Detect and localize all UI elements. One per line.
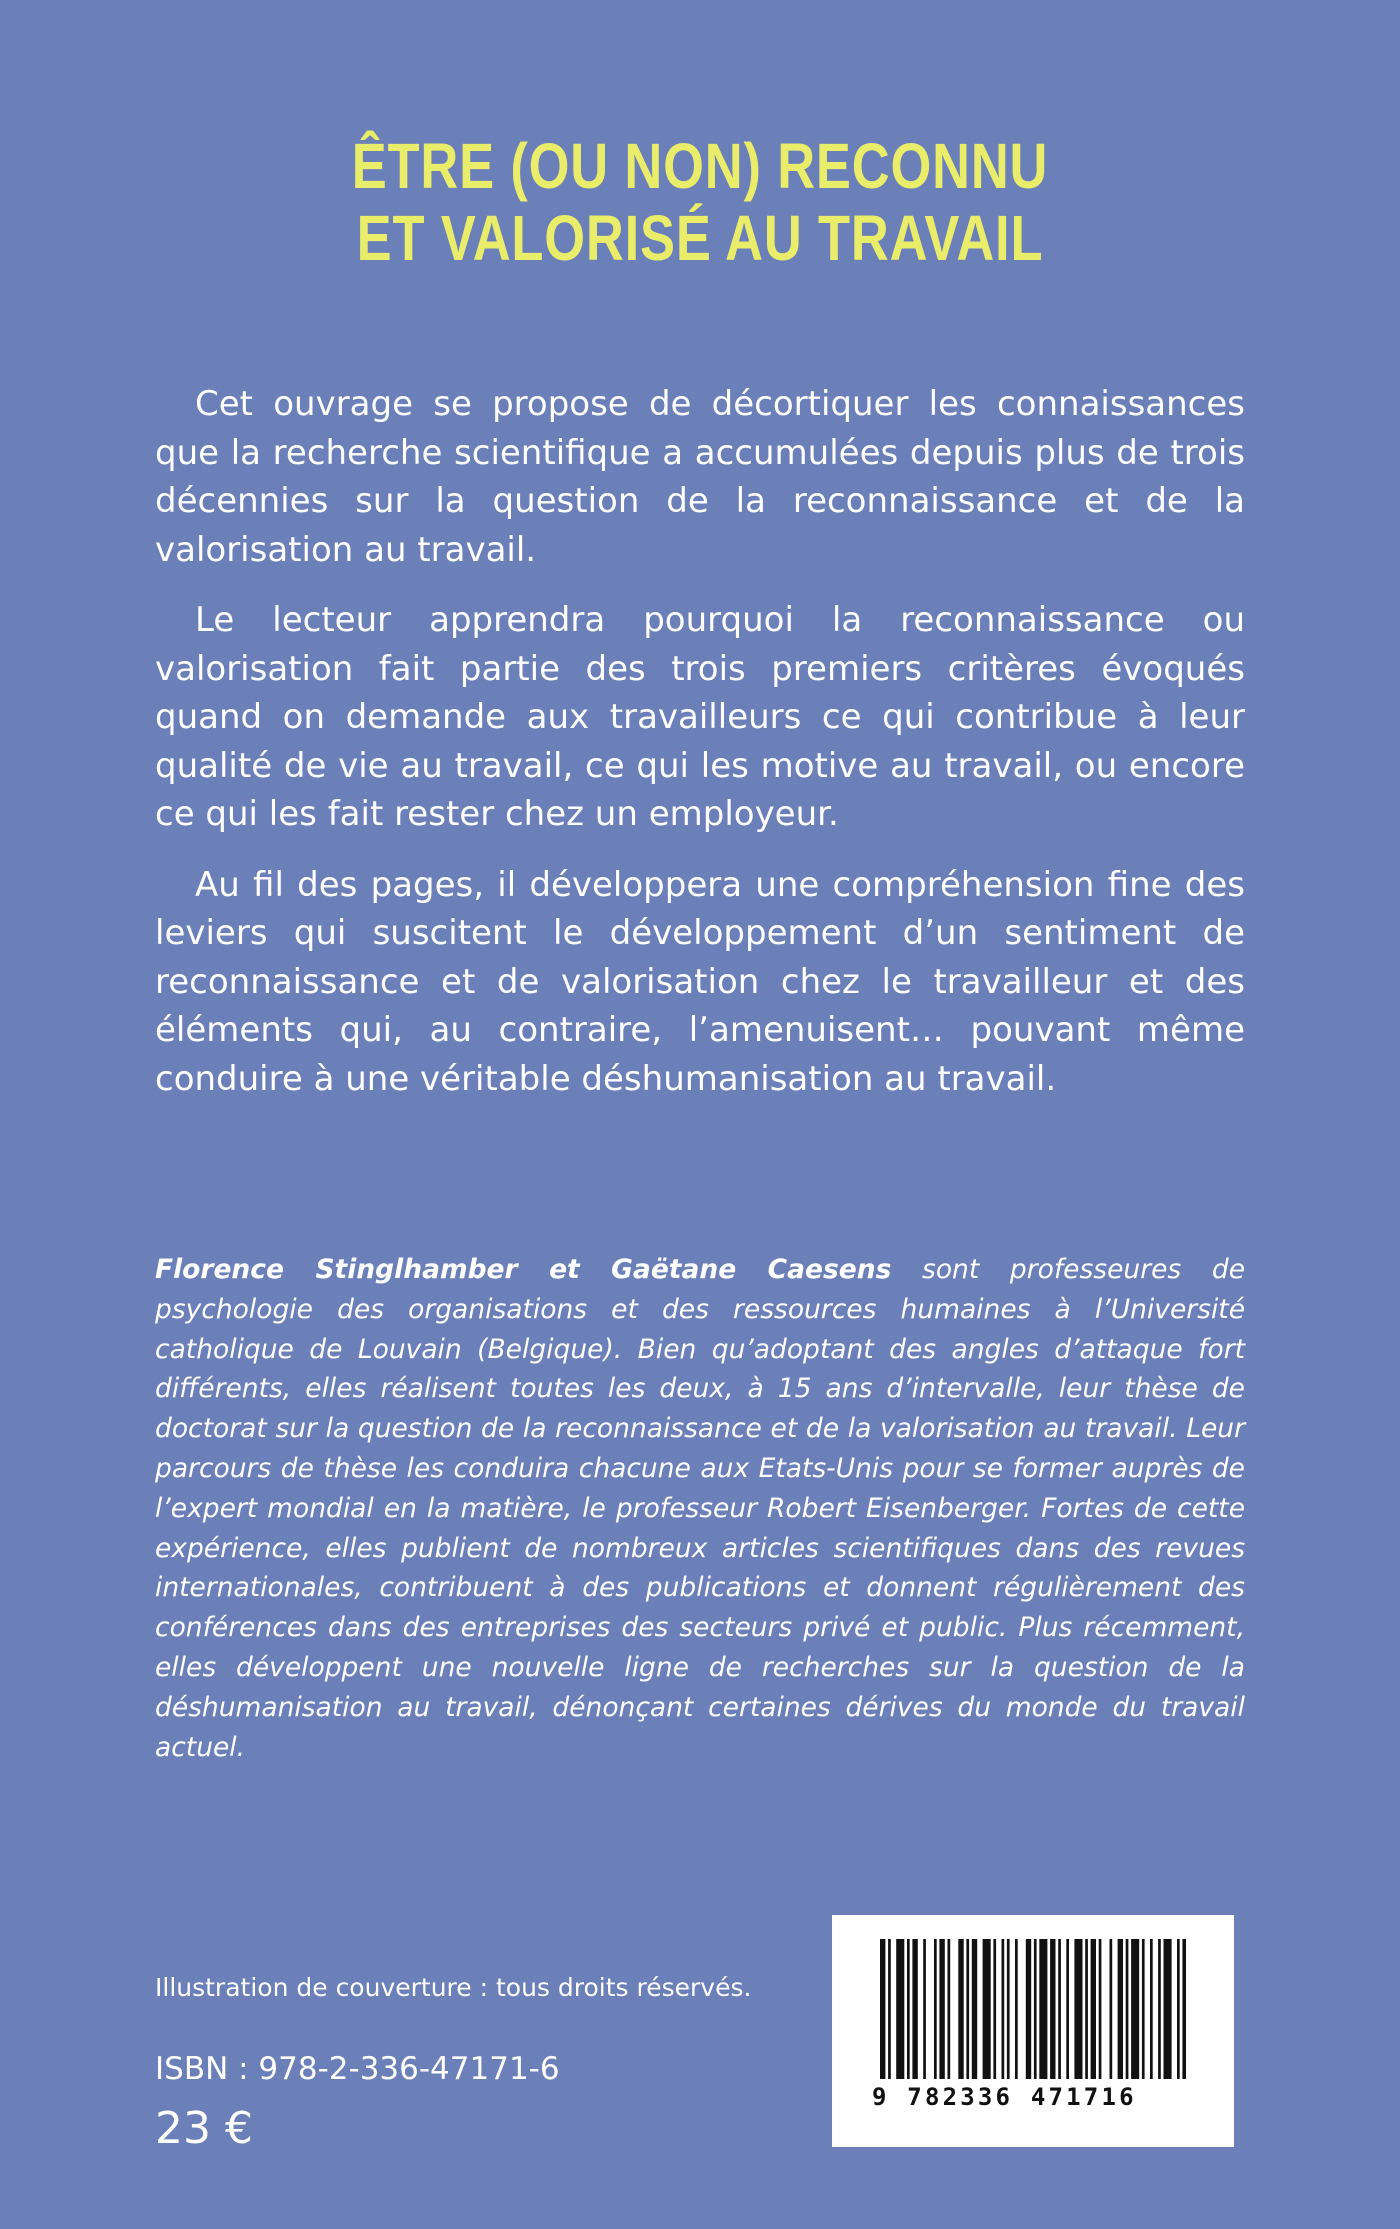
barcode bbox=[832, 1915, 1234, 2147]
barcode-bar bbox=[907, 1939, 910, 2079]
author-bio bbox=[155, 1250, 1245, 1767]
barcode-bar bbox=[1091, 1939, 1096, 2079]
book-title bbox=[126, 130, 1274, 274]
barcode-bar bbox=[983, 1939, 991, 2079]
barcode-bar bbox=[1034, 1939, 1037, 2079]
barcode-bar bbox=[1085, 1939, 1088, 2079]
barcode-bar bbox=[1142, 1939, 1145, 2079]
barcode-bar bbox=[1074, 1939, 1082, 2079]
barcode-bar bbox=[912, 1939, 917, 2079]
barcode-bar bbox=[1058, 1939, 1061, 2079]
barcode-bars bbox=[880, 1939, 1186, 2079]
barcode-bar bbox=[1015, 1939, 1018, 2079]
barcode-bar bbox=[993, 1939, 996, 2079]
barcode-bar bbox=[958, 1939, 963, 2079]
isbn: ISBN : 978-2-336-47171-6 bbox=[155, 2051, 560, 2087]
barcode-digits: 9 782336 471716 bbox=[872, 2083, 1137, 2111]
price: 23 € bbox=[155, 2103, 253, 2154]
barcode-bar bbox=[896, 1939, 904, 2079]
barcode-bar bbox=[1182, 1939, 1186, 2079]
barcode-bar bbox=[880, 1939, 885, 2079]
title-line-1: ÊTRE (OU NON) RECONNU bbox=[351, 130, 1049, 202]
barcode-bar bbox=[1099, 1939, 1102, 2079]
author-bio-text: sont professeures de psychologie des organisations et des ressources humaines à l’Université catholique de Louvain (Belgique). Bien qu’adoptant des angles d’attaque fort différents, elles réalisent toutes les deux, à 15 ans d’intervalle, leur thèse de doctorat sur la question de la reconnaissance et de la valorisation au travail. Leur parcours de thèse les conduira chacune aux Etats-Unis pour se former auprès de l’expert mondial en la matière, le professeur Robert Eisenberger. Fortes de cette expérience, elles publient de nombreux articles scientifiques dans des revues internationales, contribuent à des publications et donnent régulièrement des conférences dans des entreprises des secteurs privé et public. Plus récemment, elles développent une nouvelle ligne de recherches sur la question de la déshumanisation au travail, dénonçant certaines dérives du monde du travail actuel. bbox=[155, 1254, 1245, 1763]
barcode-bar bbox=[1118, 1939, 1123, 2079]
barcode-bar bbox=[1158, 1939, 1161, 2079]
barcode-bar bbox=[934, 1939, 937, 2079]
barcode-bar bbox=[1164, 1939, 1172, 2079]
barcode-bar bbox=[966, 1939, 969, 2079]
barcode-bar bbox=[972, 1939, 977, 2079]
summary-paragraph-2: Le lecteur apprendra pourquoi la reconnaissance ou valorisation fait partie des trois premiers critères évoqués quand on demande aux travailleurs ce qui contribue à leur qualité de vie au travail, ce qui les motive au travail, ou encore ce qui les fait rester chez un employeur. bbox=[155, 600, 1245, 834]
barcode-bar bbox=[1150, 1939, 1153, 2079]
barcode-bar bbox=[1066, 1939, 1069, 2079]
summary-paragraph-1: Cet ouvrage se propose de décortiquer les connaissances que la recherche scientifique a accumulées depuis plus de trois décennies sur la question de la reconnaissance et de la valorisation au travail. bbox=[155, 384, 1245, 570]
barcode-bar bbox=[948, 1939, 951, 2079]
barcode-bar bbox=[1026, 1939, 1031, 2079]
barcode-bar bbox=[939, 1939, 944, 2079]
book-summary bbox=[155, 380, 1245, 1125]
author-names: Florence Stinglhamber et Gaëtane Caesens bbox=[155, 1254, 892, 1285]
barcode-bar bbox=[1007, 1939, 1010, 2079]
barcode-bar bbox=[1177, 1939, 1180, 2079]
barcode-bar bbox=[1126, 1939, 1129, 2079]
barcode-bar bbox=[1039, 1939, 1047, 2079]
barcode-bar bbox=[1050, 1939, 1055, 2079]
barcode-bar bbox=[1002, 1939, 1005, 2079]
barcode-bar bbox=[923, 1939, 926, 2079]
barcode-bar bbox=[888, 1939, 891, 2079]
barcode-bar bbox=[1110, 1939, 1113, 2079]
barcode-bar bbox=[1131, 1939, 1139, 2079]
cover-credit: Illustration de couverture : tous droits réservés. bbox=[155, 1973, 752, 2002]
title-line-2: ET VALORISÉ AU TRAVAIL bbox=[356, 202, 1044, 274]
summary-paragraph-3: Au fil des pages, il développera une compréhension fine des leviers qui suscitent le développement d’un sentiment de reconnaissance et de valorisation chez le travailleur et des éléments qui, au contraire, l’amenuisent… pouvant même conduire à une véritable déshumanisation au travail. bbox=[155, 864, 1245, 1099]
